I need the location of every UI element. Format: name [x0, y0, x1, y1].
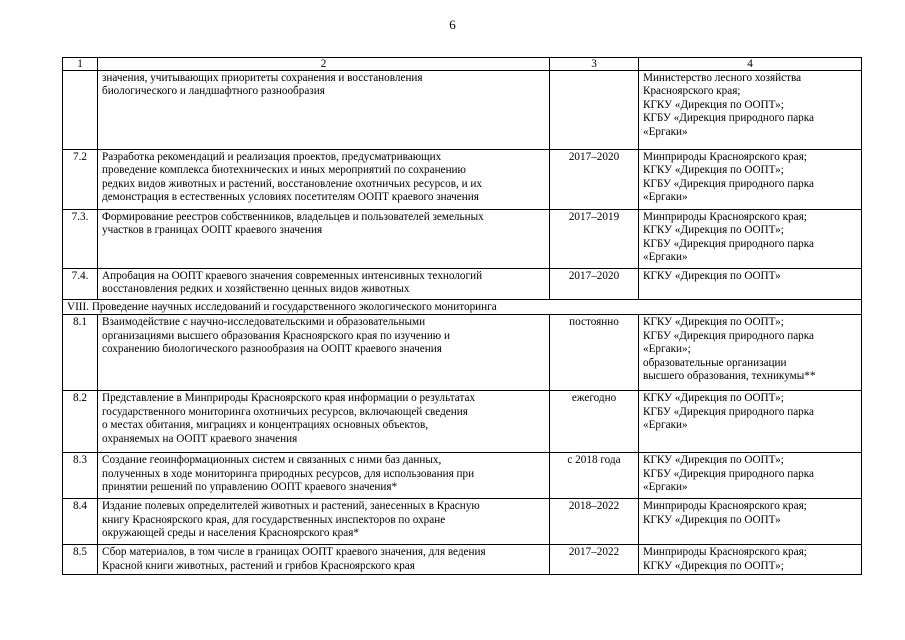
table-row: [63, 315, 862, 391]
period: 2017–2019: [550, 210, 639, 269]
header-col-1: 1: [63, 58, 98, 71]
row-number: [63, 71, 98, 150]
row-number: 8.1: [63, 315, 98, 391]
row-number: 7.4.: [63, 269, 98, 300]
period: с 2018 года: [550, 453, 639, 499]
header-col-3: 3: [550, 58, 639, 71]
executors: КГКУ «Дирекция по ООПТ»; КГБУ «Дирекция природного парка «Ергаки»; образовательные организации высшего образования, техникумы**: [639, 315, 862, 391]
table-row: [63, 453, 862, 499]
section-title: VIII. Проведение научных исследований и государственного экологического мониторинга: [63, 300, 862, 315]
row-number: 8.4: [63, 499, 98, 545]
measure-text: значения, учитывающих приоритеты сохранения и восстановления биологического и ландшафтного разнообразия: [98, 71, 550, 150]
period: 2018–2022: [550, 499, 639, 545]
executors: Минприроды Красноярского края; КГКУ «Дирекция по ООПТ»: [639, 499, 862, 545]
executors: КГКУ «Дирекция по ООПТ»; КГБУ «Дирекция природного парка «Ергаки»: [639, 453, 862, 499]
executors: Минприроды Красноярского края; КГКУ «Дирекция по ООПТ»;: [639, 545, 862, 575]
row-number: 8.2: [63, 391, 98, 453]
period: постоянно: [550, 315, 639, 391]
period: 2017–2020: [550, 269, 639, 300]
section-row: [63, 300, 862, 315]
period: 2017–2022: [550, 545, 639, 575]
row-number: 8.5: [63, 545, 98, 575]
measure-text: Апробация на ООПТ краевого значения современных интенсивных технологий восстановления редких и хозяйственно ценных видов животных: [98, 269, 550, 300]
table-row: [63, 150, 862, 210]
header-row: [63, 58, 862, 71]
page-number: 6: [449, 17, 456, 32]
executors: Минприроды Красноярского края; КГКУ «Дирекция по ООПТ»; КГБУ «Дирекция природного парка «Ергаки»: [639, 210, 862, 269]
period: [550, 71, 639, 150]
measure-text: Разработка рекомендаций и реализация проектов, предусматривающих проведение комплекса биотехнических и иных мероприятий по сохранению редких видов животных и растений, восстановление охотничьих ресурсов, и их демонстрация в естественных условиях посетителям ООПТ краевого значения: [98, 150, 550, 210]
period: ежегодно: [550, 391, 639, 453]
period: 2017–2020: [550, 150, 639, 210]
table-row: [63, 71, 862, 150]
executors: Министерство лесного хозяйства Красноярского края; КГКУ «Дирекция по ООПТ»; КГБУ «Дирекция природного парка «Ергаки»: [639, 71, 862, 150]
table-row: [63, 210, 862, 269]
measure-text: Издание полевых определителей животных и растений, занесенных в Красную книгу Красноярского края, для государственных инспекторов по охране окружающей среды и населения Красноярского края*: [98, 499, 550, 545]
executors: КГКУ «Дирекция по ООПТ»: [639, 269, 862, 300]
table-row: [63, 269, 862, 300]
executors: КГКУ «Дирекция по ООПТ»; КГБУ «Дирекция природного парка «Ергаки»: [639, 391, 862, 453]
table-row: [63, 499, 862, 545]
row-number: 7.2: [63, 150, 98, 210]
measure-text: Представление в Минприроды Красноярского края информации о результатах государственного мониторинга охотничьих ресурсов, включающей сведения о местах обитания, миграциях и концентрациях основных объектов, охраняемых на ООПТ краевого значения: [98, 391, 550, 453]
table-row: [63, 391, 862, 453]
header-col-2: 2: [98, 58, 550, 71]
executors: Минприроды Красноярского края; КГКУ «Дирекция по ООПТ»; КГБУ «Дирекция природного парка «Ергаки»: [639, 150, 862, 210]
measure-text: Формирование реестров собственников, владельцев и пользователей земельных участков в границах ООПТ краевого значения: [98, 210, 550, 269]
measure-text: Взаимодействие с научно-исследовательскими и образовательными организациями высшего образования Красноярского края по изучению и сохранению биологического разнообразия на ООПТ краевого значения: [98, 315, 550, 391]
row-number: 8.3: [63, 453, 98, 499]
header-col-4: 4: [639, 58, 862, 71]
row-number: 7.3.: [63, 210, 98, 269]
table-row: [63, 545, 862, 575]
measure-text: Сбор материалов, в том числе в границах ООПТ краевого значения, для ведения Красной книги животных, растений и грибов Красноярского края: [98, 545, 550, 575]
measure-text: Создание геоинформационных систем и связанных с ними баз данных, полученных в ходе мониторинга природных ресурсов, для использования при принятии решений по управлению ООПТ краевого значения*: [98, 453, 550, 499]
measures-table: [62, 57, 862, 575]
